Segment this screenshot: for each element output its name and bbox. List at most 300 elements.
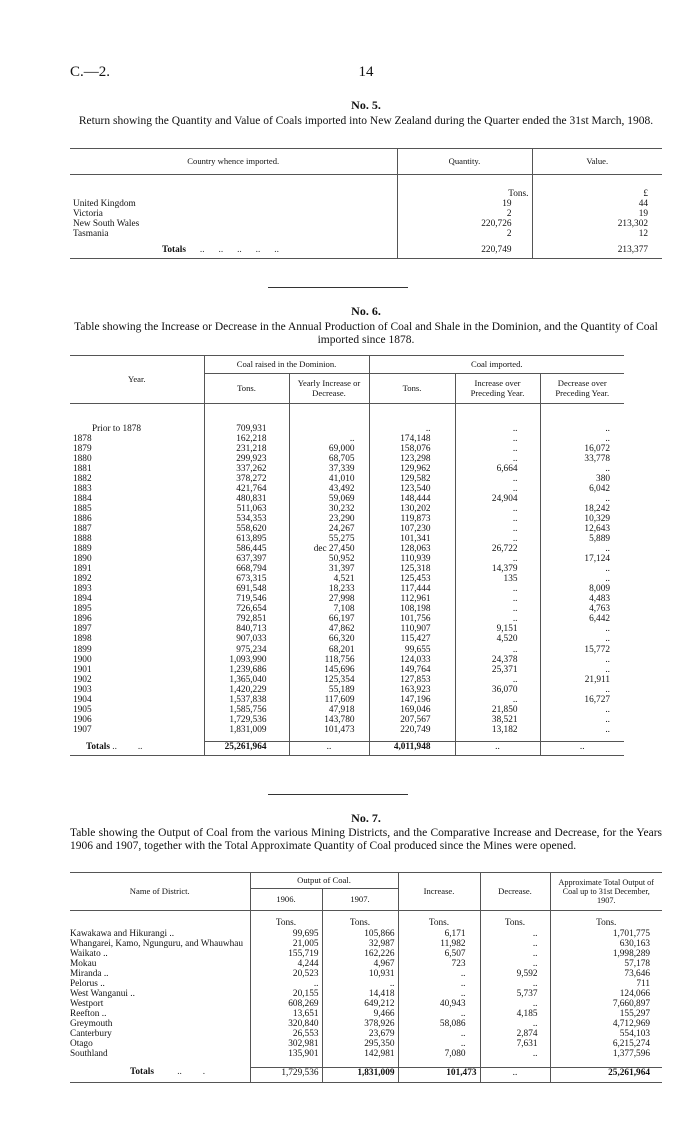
t6-imported: 108,198 <box>369 604 455 614</box>
t5-quantity: 19 <box>397 199 532 209</box>
t7-increase: .. <box>398 969 480 979</box>
t6-tons: 586,445 <box>204 544 289 554</box>
t7-row <box>70 949 662 959</box>
t6-tons: 378,272 <box>204 474 289 484</box>
t6-tons: 511,063 <box>204 504 289 514</box>
t7-1907: 378,926 <box>322 1019 398 1029</box>
t6-totals-imported: 4,011,948 <box>369 742 455 756</box>
t7-total: 7,660,897 <box>550 999 662 1009</box>
t6-yearly: 24,267 <box>289 524 369 534</box>
t6-yearly: 23,290 <box>289 514 369 524</box>
t6-imported: 107,230 <box>369 524 455 534</box>
t6-decrease: 21,911 <box>540 675 624 685</box>
t6-imported: 158,076 <box>369 444 455 454</box>
t6-yearly: 43,492 <box>289 484 369 494</box>
t6-yearly: 68,705 <box>289 454 369 464</box>
t5-unit-quantity: Tons. <box>397 189 532 199</box>
t6-decrease: 4,763 <box>540 604 624 614</box>
t7-total: 1,377,596 <box>550 1049 662 1059</box>
t6-tons: 709,931 <box>204 424 289 434</box>
t6-year: 1904 <box>73 694 92 705</box>
t6-increase: 21,850 <box>455 705 540 715</box>
t6-tons: 1,239,686 <box>204 665 289 675</box>
t6-imported: 123,298 <box>369 454 455 464</box>
t5-country <box>70 209 397 219</box>
t6-decrease: .. <box>540 424 624 434</box>
t6-imported: 148,444 <box>369 494 455 504</box>
t6-decrease: 6,442 <box>540 614 624 624</box>
t6-increase: 9,151 <box>455 624 540 634</box>
t6-increase: .. <box>455 524 540 534</box>
t5-row <box>70 199 662 209</box>
page-number: 14 <box>358 64 374 80</box>
t6-increase: .. <box>455 614 540 624</box>
t7-decrease: .. <box>480 929 550 939</box>
t6-year: 1899 <box>73 644 92 655</box>
t5-totals-quantity: 220,749 <box>397 245 532 259</box>
t6-decrease: 16,072 <box>540 444 624 454</box>
t6-decrease: 17,124 <box>540 554 624 564</box>
table-6: Year. Coal raised in the Dominion. Coal imported. Tons. Yearly Increase or Decrease. Tons. Increase over Preceding Year. Decrease over Preceding Year. Prior to 1878 709,931 .. .. .. 1878 162,218 .. 174,148 .. .. 1879 231,218 69,000 158,076 .. 16,072 1880 299,923 68,705 123,298 .. 33,778 1881 337,262 37,339 129,962 6,664 .. 1882 378,272 41,010 129,582 .. 380 1883 421,764 43,492 123,540 .. 6,042 1884 480,831 59,069 148,444 24,904 .. 1885 511,063 30,232 130,202 .. 18,242 1886 534,353 23,290 119,873 .. 10,329 1887 558,620 24,267 107,230 .. 12,643 1888 613,895 55,275 101,341 .. 5,889 1889 586,445 dec 27,450 128,063 26,722 .. 1890 637,397 50,952 110,939 .. 17,124 1891 668,794 31,397 125,318 14,379 .. 1892 673,315 4,521 125,453 135 .. 1893 691,548 18,233 117,444 .. 8,009 1894 719,546 27,998 112,961 .. 4,483 1895 726,654 7,108 108,198 .. 4,763 1896 792,851 66,197 101,756 .. 6,442 1897 840,713 47,862 110,907 9,151 .. 1898 907,033 66,320 115,427 4,520 .. 1899 975,234 68,201 99,655 .. 15,772 1900 1,093,990 118,756 124,033 24,378 .. 1901 1,239,686 145,696 149,764 25,371 .. 1902 1,365,040 125,354 127,853 .. 21,911 1903 1,420,229 55,189 163,923 36,070 .. 1904 1,537,838 117,609 147,196 .. 16,727 1905 1,585,756 47,918 169,046 21,850 .. 1906 1,729,536 143,780 207,567 38,521 .. 1907 1,831,009 101,473 220,749 13,182 .. Totals .. .. 25,261,964 .. 4,011,948 .. .. <box>70 355 624 756</box>
t6-tons: 613,895 <box>204 534 289 544</box>
t6-tons: 975,234 <box>204 645 289 655</box>
t7-increase: 6,171 <box>398 929 480 939</box>
t7-1907: 9,466 <box>322 1009 398 1019</box>
t6-year: 1895 <box>73 604 92 615</box>
t7-increase: 58,086 <box>398 1019 480 1029</box>
t6-yearly: 68,201 <box>289 645 369 655</box>
t5-row <box>70 209 662 219</box>
t6-row <box>70 685 624 695</box>
t7-total: 4,712,969 <box>550 1019 662 1029</box>
t7-header-total: Approximate Total Output of Coal up to 31st December, 1907. <box>550 873 662 911</box>
t7-decrease: 5,737 <box>480 989 550 999</box>
t7-unit-increase: Tons. <box>398 911 480 929</box>
table-5-title: Return showing the Quantity and Value of Coals imported into New Zealand during the Quarter ended the 31st March, 1908. <box>78 115 654 127</box>
t6-tons: 162,218 <box>204 434 289 444</box>
t6-imported: 220,749 <box>369 725 455 735</box>
t7-header-1907: 1907. <box>322 889 398 911</box>
t7-district: Miranda .. <box>70 968 109 979</box>
t7-header-increase: Increase. <box>398 873 480 911</box>
t6-row <box>70 624 624 634</box>
t6-decrease: 16,727 <box>540 695 624 705</box>
t6-imported: 99,655 <box>369 645 455 655</box>
t7-1906: .. <box>250 979 322 989</box>
t6-year: Prior to 1878 <box>92 423 142 434</box>
t7-increase: 6,507 <box>398 949 480 959</box>
t7-row <box>70 969 662 979</box>
t6-row <box>70 695 624 705</box>
t6-yearly: 66,197 <box>289 614 369 624</box>
t7-1907: 649,212 <box>322 999 398 1009</box>
t7-total: 1,701,775 <box>550 929 662 939</box>
t5-value: 213,302 <box>532 219 662 229</box>
t6-yearly: 18,233 <box>289 584 369 594</box>
t6-totals-tons: 25,261,964 <box>204 742 289 756</box>
t7-district: Westport <box>70 998 104 1009</box>
t6-tons: 691,548 <box>204 584 289 594</box>
t6-yearly: 125,354 <box>289 675 369 685</box>
t6-tons: 299,923 <box>204 454 289 464</box>
t6-year: 1882 <box>73 473 92 484</box>
t6-tons: 637,397 <box>204 554 289 564</box>
t6-year: 1878 <box>73 433 92 444</box>
t7-1907: .. <box>322 979 398 989</box>
t6-year: 1888 <box>73 534 92 545</box>
t6-header-tons: Tons. <box>204 374 289 404</box>
t6-year: 1898 <box>73 634 92 645</box>
t6-yearly: 117,609 <box>289 695 369 705</box>
t7-1907: 142,981 <box>322 1049 398 1059</box>
t6-increase: .. <box>455 675 540 685</box>
t7-row <box>70 999 662 1009</box>
t7-decrease: .. <box>480 949 550 959</box>
t6-decrease: 5,889 <box>540 534 624 544</box>
t7-district: Canterbury <box>70 1028 112 1039</box>
t5-country <box>70 229 397 239</box>
t6-row <box>70 524 624 534</box>
t6-decrease: 4,483 <box>540 594 624 604</box>
t6-imported: 128,063 <box>369 544 455 554</box>
t5-country-name: Tasmania <box>73 228 109 239</box>
t6-decrease: .. <box>540 665 624 675</box>
t6-year: 1892 <box>73 574 92 585</box>
t7-row <box>70 929 662 939</box>
t7-decrease: 4,185 <box>480 1009 550 1019</box>
t5-country <box>70 199 397 209</box>
t6-yearly: 101,473 <box>289 725 369 735</box>
t7-unit-1906: Tons. <box>250 911 322 929</box>
t7-total: 124,066 <box>550 989 662 999</box>
t6-yearly: 30,232 <box>289 504 369 514</box>
t6-year: 1894 <box>73 594 92 605</box>
t6-year: 1902 <box>73 674 92 685</box>
t6-yearly: 27,998 <box>289 594 369 604</box>
t6-row <box>70 574 624 584</box>
t6-year: 1903 <box>73 684 92 695</box>
t5-header-country: Country whence imported. <box>187 155 280 166</box>
t6-tons: 480,831 <box>204 494 289 504</box>
t6-decrease: .. <box>540 464 624 474</box>
t6-tons: 1,729,536 <box>204 715 289 725</box>
t6-tons: 907,033 <box>204 634 289 644</box>
t7-decrease: 7,631 <box>480 1039 550 1049</box>
t6-year: 1896 <box>73 614 92 625</box>
t6-imported: .. <box>369 424 455 434</box>
t6-imported: 207,567 <box>369 715 455 725</box>
t6-decrease: .. <box>540 725 624 735</box>
t7-1907: 4,967 <box>322 959 398 969</box>
t6-decrease: .. <box>540 564 624 574</box>
t5-row <box>70 229 662 239</box>
t7-1907: 162,226 <box>322 949 398 959</box>
t6-row <box>70 544 624 554</box>
t7-district: Otago <box>70 1039 93 1050</box>
t6-row <box>70 594 624 604</box>
t7-row <box>70 959 662 969</box>
t7-row <box>70 989 662 999</box>
t7-total: 554,103 <box>550 1029 662 1039</box>
t7-district: Mokau <box>70 958 97 969</box>
t6-tons: 558,620 <box>204 524 289 534</box>
t6-tons: 421,764 <box>204 484 289 494</box>
t6-decrease: .. <box>540 685 624 695</box>
t7-district: Kawakawa and Hikurangi .. <box>70 928 175 939</box>
t6-decrease: 33,778 <box>540 454 624 464</box>
t7-decrease: .. <box>480 959 550 969</box>
t6-year: 1881 <box>73 463 92 474</box>
t6-imported: 149,764 <box>369 665 455 675</box>
t6-imported: 125,318 <box>369 564 455 574</box>
t6-year: 1884 <box>73 493 92 504</box>
t5-header-value: Value. <box>532 149 662 175</box>
t6-yearly: 41,010 <box>289 474 369 484</box>
t7-1906: 4,244 <box>250 959 322 969</box>
t7-decrease: 2,874 <box>480 1029 550 1039</box>
t6-decrease: .. <box>540 574 624 584</box>
t6-header-increase: Increase over Preceding Year. <box>455 374 540 404</box>
t7-1907: 10,931 <box>322 969 398 979</box>
t6-increase: 38,521 <box>455 715 540 725</box>
t6-increase: .. <box>455 514 540 524</box>
t5-totals-label: Totals <box>162 244 186 255</box>
t7-increase: .. <box>398 989 480 999</box>
t6-imported: 123,540 <box>369 484 455 494</box>
t7-row <box>70 939 662 949</box>
t6-year: 1890 <box>73 554 92 565</box>
t6-yearly: 145,696 <box>289 665 369 675</box>
t6-row <box>70 715 624 725</box>
t6-row <box>70 444 624 454</box>
t6-yearly: 31,397 <box>289 564 369 574</box>
t6-row <box>70 725 624 735</box>
t6-yearly: 55,189 <box>289 685 369 695</box>
t6-tons: 534,353 <box>204 514 289 524</box>
t6-row <box>70 705 624 715</box>
t6-row <box>70 454 624 464</box>
t6-year: 1907 <box>73 724 92 735</box>
t6-yearly: 59,069 <box>289 494 369 504</box>
t7-1906: 608,269 <box>250 999 322 1009</box>
t6-yearly: 37,339 <box>289 464 369 474</box>
t7-decrease: 9,592 <box>480 969 550 979</box>
t6-decrease: .. <box>540 705 624 715</box>
t7-1906: 20,155 <box>250 989 322 999</box>
table-7-number: No. 7. <box>351 811 381 825</box>
t5-totals-value: 213,377 <box>532 245 662 259</box>
t6-header-yearly: Yearly Increase or Decrease. <box>289 374 369 404</box>
t7-decrease: .. <box>480 979 550 989</box>
t7-district: Pelorus .. <box>70 978 105 989</box>
t7-1906: 21,005 <box>250 939 322 949</box>
t6-row <box>70 604 624 614</box>
t6-tons: 668,794 <box>204 564 289 574</box>
separator <box>268 287 408 288</box>
t6-tons: 1,585,756 <box>204 705 289 715</box>
t7-1906: 13,651 <box>250 1009 322 1019</box>
t7-decrease: .. <box>480 1049 550 1059</box>
t6-year: 1905 <box>73 704 92 715</box>
t7-1906: 320,840 <box>250 1019 322 1029</box>
t6-row <box>70 584 624 594</box>
t6-increase: 24,904 <box>455 494 540 504</box>
t6-year: 1889 <box>73 544 92 555</box>
t6-increase: 6,664 <box>455 464 540 474</box>
t6-increase: .. <box>455 474 540 484</box>
t6-tons: 1,093,990 <box>204 655 289 665</box>
t7-decrease: .. <box>480 1019 550 1029</box>
t7-totals-total: 25,261,964 <box>550 1067 662 1082</box>
t5-country-name: United Kingdom <box>73 198 136 209</box>
t6-year: 1891 <box>73 564 92 575</box>
t7-increase: 723 <box>398 959 480 969</box>
t6-increase: 135 <box>455 574 540 584</box>
t7-total: 73,646 <box>550 969 662 979</box>
t7-row <box>70 979 662 989</box>
t6-row <box>70 534 624 544</box>
t6-totals-increase: .. <box>455 742 540 756</box>
t6-decrease: 8,009 <box>540 584 624 594</box>
t6-imported: 112,961 <box>369 594 455 604</box>
document-code: C.—2. <box>70 64 111 80</box>
t6-row <box>70 645 624 655</box>
t6-increase: 4,520 <box>455 634 540 644</box>
t6-increase: .. <box>455 584 540 594</box>
t7-header-name: Name of District. <box>70 873 250 911</box>
t6-header-year: Year. <box>70 356 204 404</box>
t6-imported: 147,196 <box>369 695 455 705</box>
t6-row <box>70 554 624 564</box>
t7-increase: .. <box>398 1029 480 1039</box>
t6-decrease: 12,643 <box>540 524 624 534</box>
t6-tons: 1,420,229 <box>204 685 289 695</box>
t7-1906: 26,553 <box>250 1029 322 1039</box>
t7-increase: 7,080 <box>398 1049 480 1059</box>
t6-increase: .. <box>455 534 540 544</box>
t5-country-name: New South Wales <box>73 218 140 229</box>
t7-decrease: .. <box>480 999 550 1009</box>
t7-increase: .. <box>398 979 480 989</box>
t6-imported: 129,582 <box>369 474 455 484</box>
t5-quantity: 2 <box>397 209 532 219</box>
t6-imported: 129,962 <box>369 464 455 474</box>
t6-year: 1893 <box>73 584 92 595</box>
t6-yearly: 55,275 <box>289 534 369 544</box>
t6-yearly: 47,918 <box>289 705 369 715</box>
t7-total: 6,215,274 <box>550 1039 662 1049</box>
t7-1906: 20,523 <box>250 969 322 979</box>
t6-header-raised: Coal raised in the Dominion. <box>204 356 369 374</box>
t7-district: Waikato .. <box>70 948 108 959</box>
t6-increase: 26,722 <box>455 544 540 554</box>
t6-tons: 840,713 <box>204 624 289 634</box>
page-header <box>70 64 662 84</box>
t6-tons: 1,831,009 <box>204 725 289 735</box>
t6-increase: 24,378 <box>455 655 540 665</box>
t7-unit-decrease: Tons. <box>480 911 550 929</box>
t6-tons: 1,365,040 <box>204 675 289 685</box>
t6-increase: .. <box>455 454 540 464</box>
t6-yearly <box>289 424 369 434</box>
t6-totals-yearly: .. <box>289 742 369 756</box>
t6-row <box>70 655 624 665</box>
t6-row <box>70 614 624 624</box>
t6-decrease: 15,772 <box>540 645 624 655</box>
t7-1906: 155,719 <box>250 949 322 959</box>
t7-district: Reefton .. <box>70 1008 107 1019</box>
t7-row <box>70 1049 662 1059</box>
t6-year: 1906 <box>73 714 92 725</box>
t6-tons: 792,851 <box>204 614 289 624</box>
t7-unit-1907: Tons. <box>322 911 398 929</box>
t7-total: 1,998,289 <box>550 949 662 959</box>
t7-total: 155,297 <box>550 1009 662 1019</box>
t6-increase: 14,379 <box>455 564 540 574</box>
t6-decrease: .. <box>540 624 624 634</box>
t6-yearly: 50,952 <box>289 554 369 564</box>
t5-value: 44 <box>532 199 662 209</box>
t7-increase: .. <box>398 1039 480 1049</box>
t6-decrease: .. <box>540 544 624 554</box>
t5-country <box>70 219 397 229</box>
t6-row <box>70 474 624 484</box>
separator <box>268 794 408 795</box>
t6-row <box>70 564 624 574</box>
t6-imported: 169,046 <box>369 705 455 715</box>
t6-year: 1900 <box>73 654 92 665</box>
t6-row <box>70 434 624 444</box>
t6-row <box>70 464 624 474</box>
t6-yearly: 7,108 <box>289 604 369 614</box>
t7-header-1906: 1906. <box>250 889 322 911</box>
t6-increase: .. <box>455 604 540 614</box>
t7-totals-increase: 101,473 <box>398 1067 480 1082</box>
t6-decrease: .. <box>540 634 624 644</box>
t6-tons: 719,546 <box>204 594 289 604</box>
t6-year: 1883 <box>73 483 92 494</box>
t6-decrease: 6,042 <box>540 484 624 494</box>
t6-yearly: 69,000 <box>289 444 369 454</box>
table-5-number: No. 5. <box>351 98 381 112</box>
t6-tons: 1,537,838 <box>204 695 289 705</box>
t6-imported: 101,341 <box>369 534 455 544</box>
t7-totals-1906: 1,729,536 <box>250 1067 322 1082</box>
t7-totals-decrease: .. <box>480 1067 550 1082</box>
t6-row <box>70 494 624 504</box>
t6-yearly: dec 27,450 <box>289 544 369 554</box>
t6-year: 1897 <box>73 624 92 635</box>
t7-1907: 23,679 <box>322 1029 398 1039</box>
t7-row <box>70 1009 662 1019</box>
table-6-title: Table showing the Increase or Decrease in the Annual Production of Coal and Shale in the Dominion, and the Quantity of Coal imported since 1878. <box>74 321 658 346</box>
t6-imported: 119,873 <box>369 514 455 524</box>
t6-increase: .. <box>455 554 540 564</box>
t6-increase: .. <box>455 594 540 604</box>
t6-increase: .. <box>455 504 540 514</box>
t6-tons: 673,315 <box>204 574 289 584</box>
t7-increase: 40,943 <box>398 999 480 1009</box>
t6-imported: 115,427 <box>369 634 455 644</box>
t6-header-imported: Coal imported. <box>369 356 624 374</box>
t6-increase: .. <box>455 645 540 655</box>
t7-increase: .. <box>398 1009 480 1019</box>
t5-value: 12 <box>532 229 662 239</box>
t6-yearly: 66,320 <box>289 634 369 644</box>
t7-district: Greymouth <box>70 1018 113 1029</box>
table-7-title: Table showing the Output of Coal from the various Mining Districts, and the Comparative Increase and Decrease, for the Years 1906 and 1907, together with the Total Approximate Quantity of Coal produced since the Mines were opened. <box>70 827 662 852</box>
t7-1906: 135,901 <box>250 1049 322 1059</box>
